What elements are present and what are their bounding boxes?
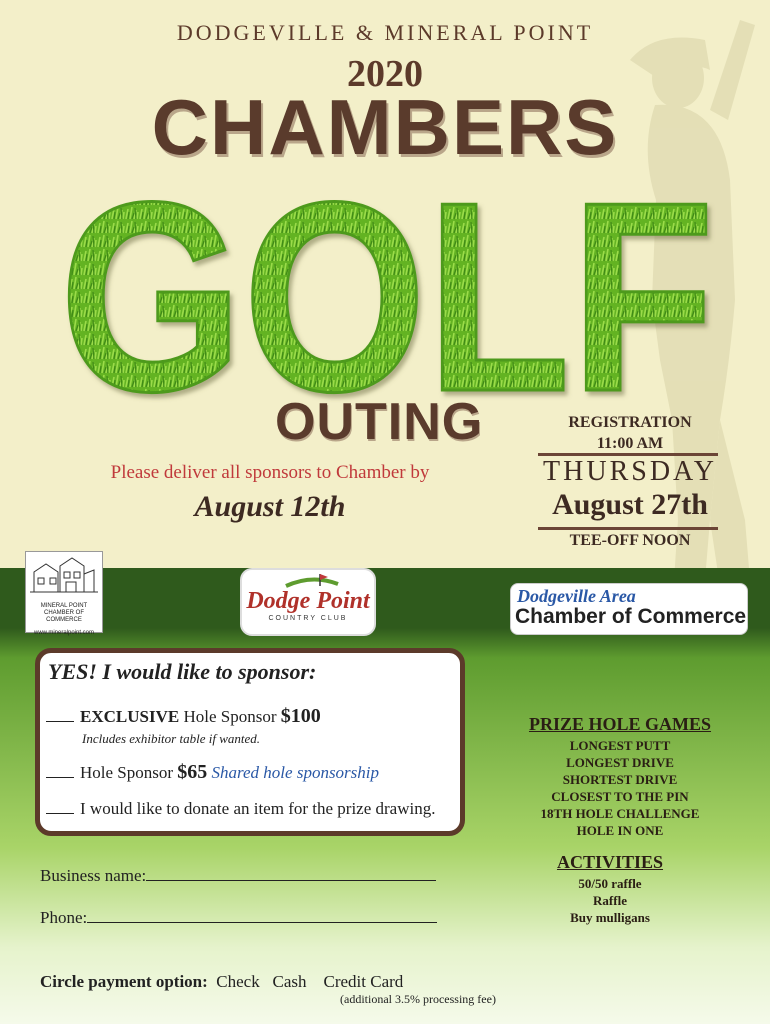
event-day: THURSDAY [543,456,717,487]
business-name-field[interactable] [40,866,436,886]
divider [538,527,718,530]
mineral-point-line1: MINERAL POINT [40,603,88,609]
deliver-date: August 12th [194,490,346,523]
phone-label: Phone: [40,908,88,927]
mineral-point-url: www.mineralpoint.com [33,630,95,636]
processing-fee-note: (additional 3.5% processing fee) [340,992,496,1006]
registration-time: 11:00 AM [596,435,664,452]
dodge-point-sub: COUNTRY CLUB [268,615,348,622]
prize-item: CLOSEST TO THE PIN [551,789,689,804]
activity-item: 50/50 raffle [578,876,642,891]
registration-info [530,412,730,454]
prize-item: LONGEST PUTT [569,738,671,753]
prize-item: 18TH HOLE CHALLENGE [540,806,700,821]
shared-hole-note: Shared hole sponsorship [211,763,380,782]
outing-title: OUTING [275,393,484,451]
sponsor-form-box [35,648,465,836]
phone-input[interactable] [87,908,437,923]
payment-credit-card[interactable]: Credit Card [323,972,404,991]
mineral-point-line2: CHAMBER OF COMMERCE [43,610,84,623]
business-name-label: Business name: [40,866,147,885]
dodgeville-area: Dodgeville Area [517,586,636,606]
payment-check[interactable]: Check [216,972,260,991]
chambers-title: CHAMBERS [151,83,619,171]
tee-off-time: TEE-OFF NOON [569,532,691,549]
golf-text: GOLF [59,178,715,403]
towns-heading: DODGEVILLE & MINERAL POINT [176,20,594,45]
event-date: August 27th [552,488,708,521]
dodge-point-name: Dodge Point [246,588,370,614]
prize-item: SHORTEST DRIVE [562,772,678,787]
sponsor-heading: YES! I would like to sponsor: [48,659,317,684]
prize-item: HOLE IN ONE [576,823,664,838]
prize-games-title: PRIZE HOLE GAMES [528,714,712,734]
hole-sponsor-text: Hole Sponsor [80,763,174,782]
exclusive-sponsor-option[interactable] [46,705,321,728]
business-name-input[interactable] [146,866,436,881]
activities-title: ACTIVITIES [556,852,664,872]
exclusive-price: $100 [280,705,321,727]
dodgeville-chamber-logo [510,583,748,635]
deliver-note: Please deliver all sponsors to Chamber by [110,462,430,483]
prize-item: LONGEST DRIVE [566,755,674,770]
hole-sponsor-option[interactable] [46,761,379,784]
phone-field[interactable] [40,908,437,928]
donate-text: I would like to donate an item for the prize drawing. [80,799,436,818]
dodge-point-logo [240,568,376,636]
payment-cash[interactable]: Cash [272,972,307,991]
exclusive-text: Hole Sponsor [183,707,277,726]
activity-item: Buy mulligans [570,910,650,925]
mineral-point-chamber-logo [25,551,103,636]
checkbox-blank[interactable] [46,707,74,722]
exclusive-note: Includes exhibitor table if wanted. [82,731,260,746]
activity-item: Raffle [593,893,627,908]
checkbox-blank[interactable] [46,763,74,778]
event-year: 2020 [347,53,423,95]
golf-flag-icon [282,572,342,590]
checkbox-blank[interactable] [46,799,74,814]
dodgeville-chamber: Chamber of Commerce [515,605,747,628]
donate-option[interactable] [46,799,435,819]
payment-options [40,972,403,992]
exclusive-label: EXCLUSIVE [80,707,180,726]
registration-label: REGISTRATION [568,414,692,431]
hole-sponsor-price: $65 [177,761,208,783]
building-sketch-icon [26,552,102,598]
golf-title [55,178,720,403]
payment-label: Circle payment option: [40,972,208,991]
